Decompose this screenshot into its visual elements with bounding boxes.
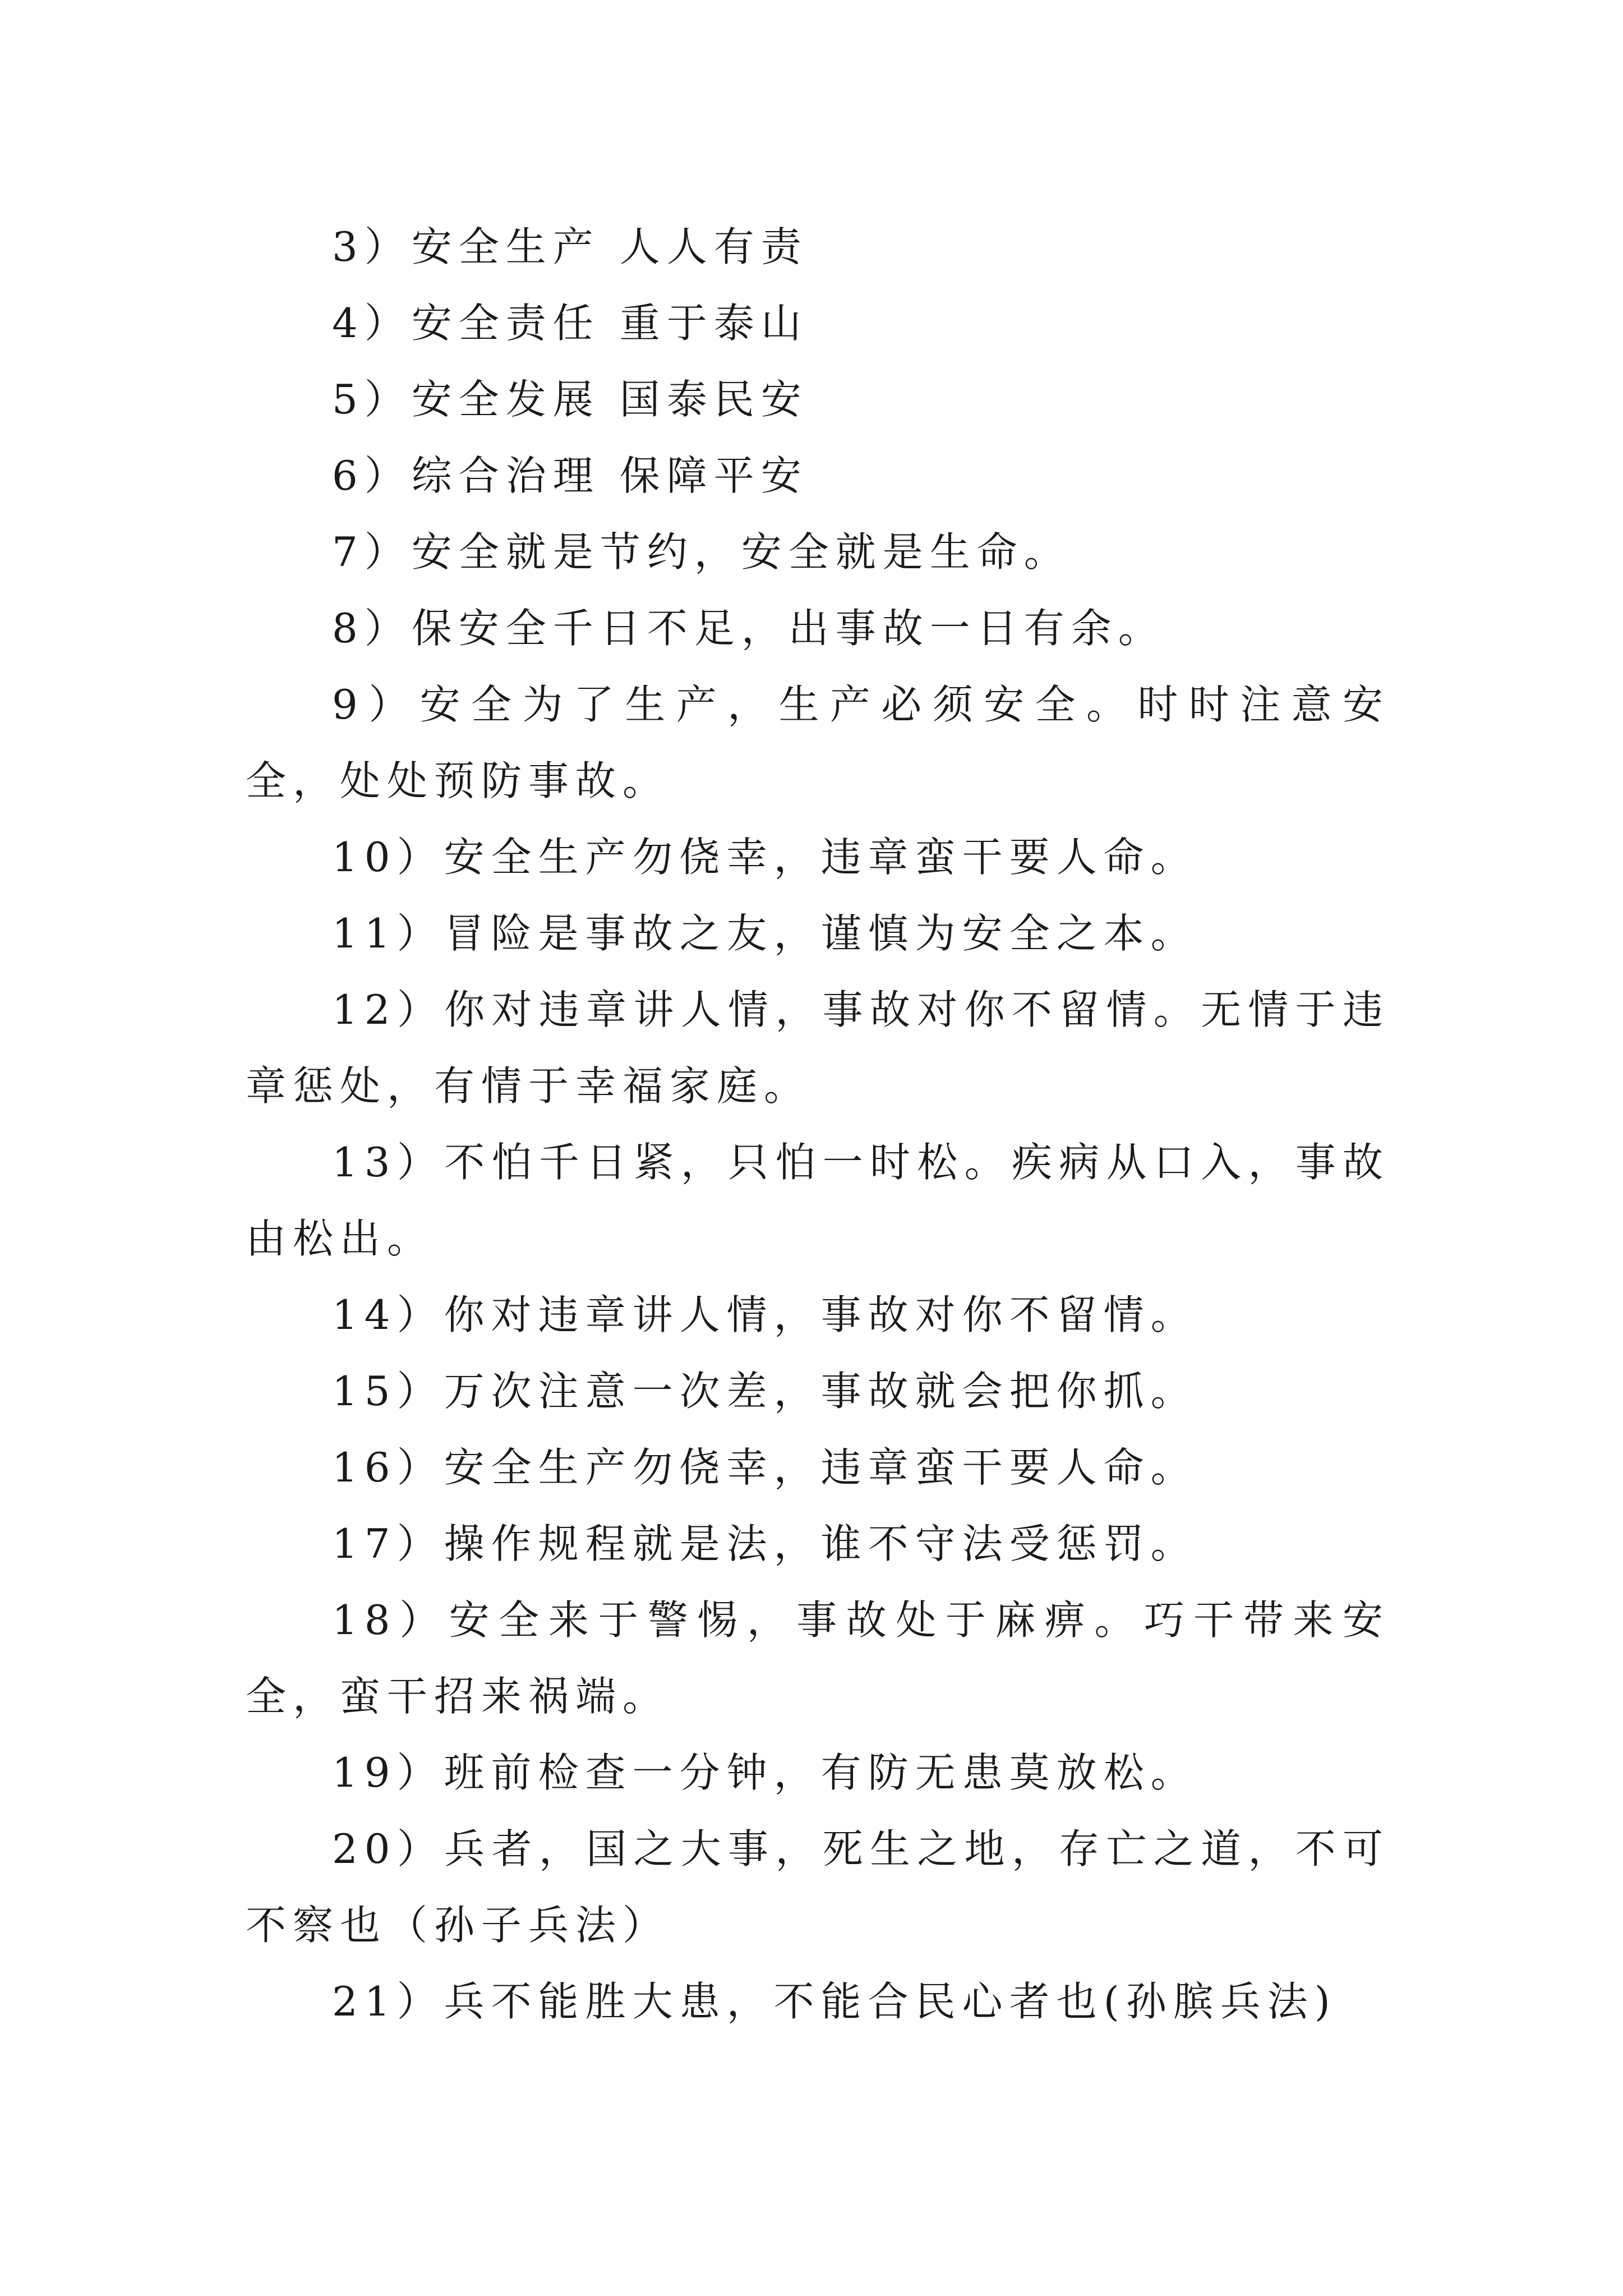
paragraph-item: 8）保安全千日不足，出事故一日有余。 <box>332 605 1165 652</box>
paragraph-item: 12）你对违章讲人情，事故对你不留情。无情于违章惩处，有情于幸福家庭。 <box>246 986 1390 1110</box>
paragraph-item: 15）万次注意一次差，事故就会把你抓。 <box>332 1368 1198 1415</box>
paragraph-item: 13）不怕千日紧，只怕一时松。疾病从口入，事故由松出。 <box>246 1139 1390 1262</box>
paragraph-item: 6）综合治理 保障平安 <box>332 452 808 499</box>
paragraph-item: 5）安全发展 国泰民安 <box>332 376 808 423</box>
paragraph-item: 14）你对违章讲人情，事故对你不留情。 <box>332 1291 1198 1338</box>
paragraph-item: 16）安全生产勿侥幸，违章蛮干要人命。 <box>332 1444 1198 1491</box>
paragraph-item: 9）安全为了生产，生产必须安全。时时注意安全，处处预防事故。 <box>246 681 1390 804</box>
paragraph-item: 10）安全生产勿侥幸，违章蛮干要人命。 <box>332 834 1198 881</box>
paragraph-item: 11）冒险是事故之友，谨慎为安全之本。 <box>332 910 1198 957</box>
paragraph-item: 4）安全责任 重于泰山 <box>332 300 808 347</box>
paragraph-item: 17）操作规程就是法，谁不守法受惩罚。 <box>332 1520 1198 1567</box>
document-body <box>246 209 1390 2040</box>
paragraph-item: 7）安全就是节约，安全就是生命。 <box>332 528 1071 576</box>
paragraph-item: 3）安全生产 人人有责 <box>332 223 808 270</box>
paragraph-item: 19）班前检查一分钟，有防无患莫放松。 <box>332 1749 1198 1796</box>
paragraph-item: 18）安全来于警惕，事故处于麻痹。巧干带来安全，蛮干招来祸端。 <box>246 1596 1390 1720</box>
paragraph-item: 20）兵者，国之大事，死生之地，存亡之道，不可不察也（孙子兵法） <box>246 1825 1390 1949</box>
paragraph-item: 21）兵不能胜大患，不能合民心者也(孙膑兵法) <box>332 1978 1337 2025</box>
